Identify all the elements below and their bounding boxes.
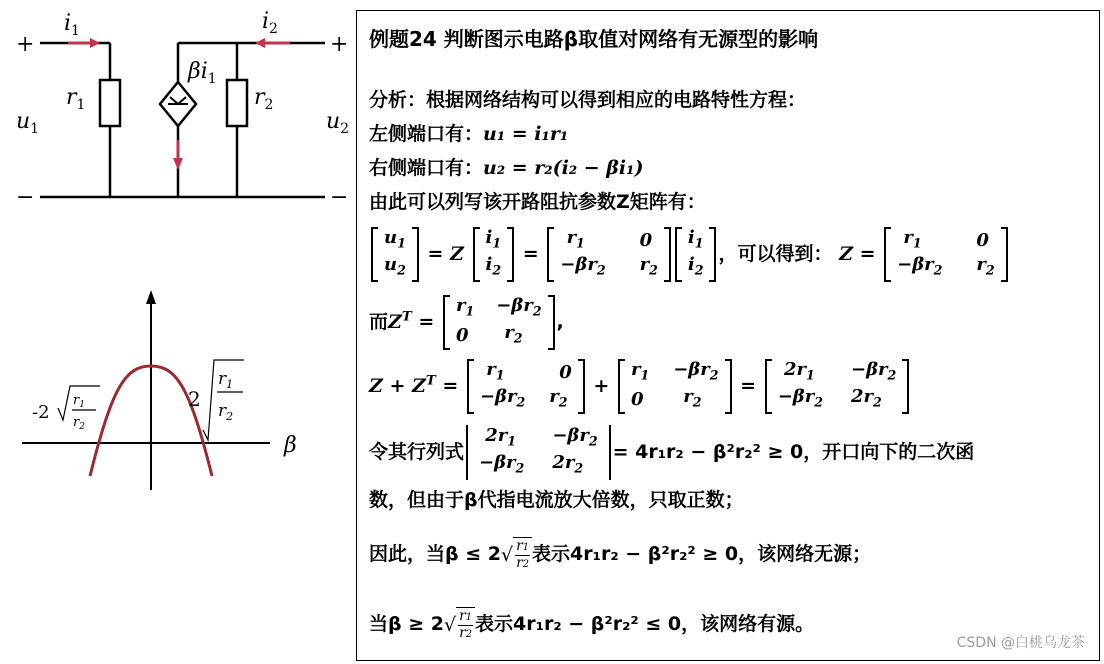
resistor-r2 [227, 80, 247, 126]
watermark: CSDN @白桃乌龙茶 [956, 635, 1085, 651]
label-i2: $i_2$ [262, 9, 278, 37]
label-u1: $u_1$ [16, 109, 40, 137]
determinant-continuation: 数，但由于β代指电流放大倍数，只取正数； [369, 489, 744, 511]
svg-text:2: 2 [188, 387, 201, 411]
svg-text:r2: $r_2$ [218, 401, 234, 423]
svg-text:r1: $r_1$ [218, 369, 234, 391]
source-current-arrow-icon [173, 158, 183, 170]
label-r1: $r_1$ [66, 85, 86, 113]
circuit-diagram [0, 0, 352, 230]
label-i1: $i_1$ [64, 11, 80, 39]
svg-text:r1: $r_1$ [73, 393, 85, 410]
problem-title: 例题24 判断图示电路β取值对网络有无源型的影响 [369, 27, 819, 51]
z-transpose-equation: 而$Z^T$ = $r_1$ $-\beta r_2$ 0 $r_2$ , [369, 295, 564, 350]
right-port-line: 右侧端口有：u₂ = r₂(i₂ − βi₁) [369, 157, 644, 179]
i2-arrow-icon [255, 38, 265, 48]
label-u2: $u_2$ [326, 109, 350, 137]
svg-text:r2: $r_2$ [73, 415, 85, 432]
z-intro-line: 由此可以列写该开路阻抗参数Z矩阵有： [369, 191, 706, 213]
determinant-line: 令其行列式 $2r_1$ $-\beta r_2$ $-\beta r_2$ $2r_2$ = 4r₁r₂ − β²r₂² ≥ 0，开口向下的二次函 [369, 425, 974, 480]
left-root-label [32, 386, 100, 432]
label-r2: $r_2$ [254, 85, 274, 113]
z-matrix-equation: $u_1$ $u_2$ = Z $i_1$ $i_2$ = $r_1$ 0 $-\beta r_2$ $r_2$ $i_1$ $i_2$ ，可以得到： Z = $r_1$ 0 $-\beta r_2$ $r_2$ [369, 227, 1010, 282]
minus-left: − [16, 185, 35, 210]
analysis-panel [356, 10, 1100, 661]
resistor-r1 [100, 80, 120, 126]
analysis-line: 分析：根据网络结构可以得到相应的电路特性方程： [369, 89, 807, 111]
passive-condition-line: 因此，当β ≤ 2√ $\frac{r1}{r2}$ 表示4r₁r₂ − β²r₂² ≥ 0，该网络无源； [369, 538, 872, 571]
right-root-label [188, 360, 244, 440]
i1-arrow-icon [90, 38, 100, 48]
active-condition-line: 当β ≥ 2√ $\frac{r1}{r2}$ 表示4r₁r₂ − β²r₂² ≤ 0，该网络有源。 [369, 608, 815, 641]
plus-left: + [16, 32, 35, 57]
z-sum-equation: $Z + Z^T$ = $r_1$ 0 $-\beta r_2$ $r_2$ + $r_1$ $-\beta r_2$ 0 $r_2$ = $2r_1$ $-\beta r_2$ $-\beta r_2$ $2r_2$ [369, 359, 911, 414]
minus-right: − [330, 185, 349, 210]
label-source: $\beta i_1$ [188, 59, 217, 87]
axis-label-beta: β [284, 433, 297, 458]
axis-arrow-icon [146, 290, 156, 304]
quadratic-sketch [0, 280, 352, 500]
left-port-line: 左侧端口有：u₁ = i₁r₁ [369, 123, 569, 145]
plus-right: + [330, 32, 349, 57]
svg-text:-2: -2 [32, 402, 50, 423]
